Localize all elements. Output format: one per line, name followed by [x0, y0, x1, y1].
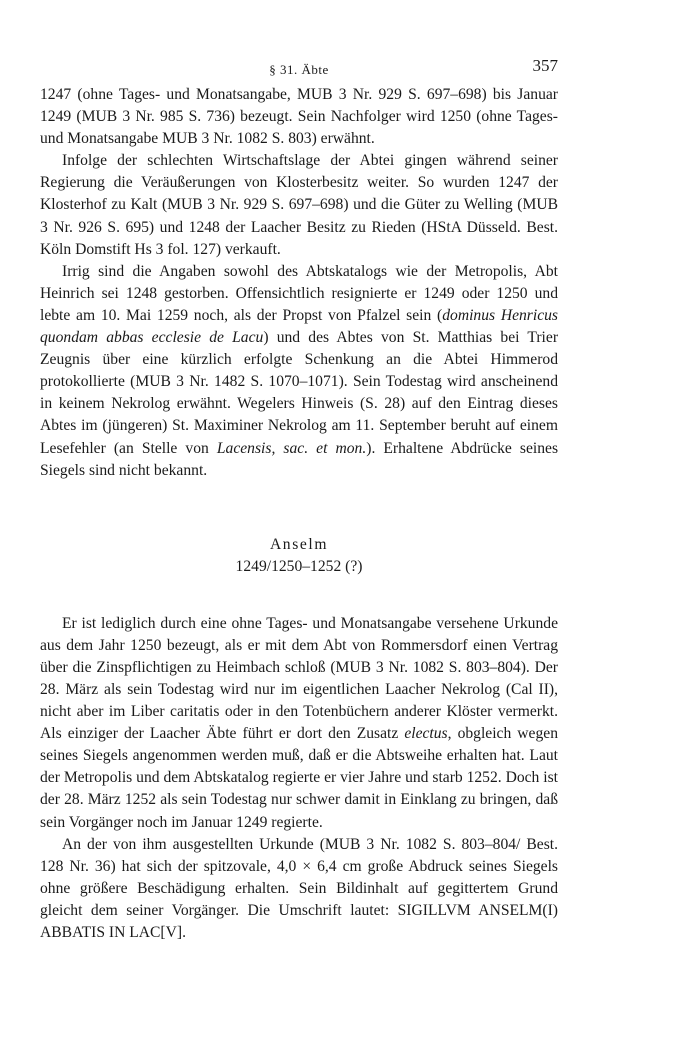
paragraph	[40, 613, 558, 834]
text-run: , obgleich wegen seines Siegels angenommen werden muß, daß er die Abtsweihe erhalten hat. Laut der Metropolis und dem Abtskatalog regierte er vier Jahre und starb 1252. Doch ist der 28. März 1252 als sein Todestag nur schwer damit in Einklang zu bringen, daß sein Vorgänger noch im Januar 1249 regierte.	[40, 725, 558, 831]
paragraph: An der von ihm ausgestellten Urkunde (MUB 3 Nr. 1082 S. 803–804/ Best. 128 Nr. 36) hat sich der spitzovale, 4,0 × 6,4 cm große Abdruck seines Siegels ohne größere Beschädigung erhalten. Sein Bildinhalt auf gegittertem Grund gleicht dem seiner Vorgänger. Die Umschrift lautet: SIGILLVM ANSELM(I) ABBATIS IN LAC[V].	[40, 835, 558, 941]
abbot-heinrich-text	[40, 84, 558, 482]
italic-quote: dominus Henricus quondam abbas ecclesie de Lacu	[40, 306, 558, 347]
text-run: ). Erhaltene Abdrücke seines Siegels sind nicht bekannt.	[40, 439, 559, 479]
italic-term: electus	[404, 725, 448, 743]
page	[40, 56, 558, 944]
paragraph: Infolge der schlechten Wirtschaftslage der Abtei gingen während seiner Regierung die Veräußerungen von Klosterbesitz weiter. So wurden 1247 der Klosterhof zu Kalt (MUB 3 Nr. 929 S. 697–698) und die Güter zu Welling (MUB 3 Nr. 926 S. 695) und 1248 der Laacher Besitz zu Rieden (HStA Düsseld. Best. Köln Domstift Hs 3 fol. 127) verkauft.	[40, 152, 558, 258]
page-number: 357	[532, 56, 558, 75]
paragraph	[40, 261, 558, 482]
text-run: Irrig sind die Angaben sowohl des Abtskatalogs wie der Metropolis, Abt Heinrich sei 1248 gestorben. Offensichtlich resignierte er 1249 oder 1250 und lebte am 10. Mai 1259 noch, als der Propst von Pfalzel sein (	[40, 262, 558, 324]
text-run: Er ist lediglich durch eine ohne Tages- und Monatsangabe versehene Urkunde aus dem Jahr 1250 bezeugt, als er mit dem Abt von Rommersdorf einen Vertrag über die Zinspflichtigen zu Heimbach schloß (MUB 3 Nr. 1082 S. 803–804). Der 28. März als sein Todestag wird nur im eigentlichen Laacher Nekrolog (Cal II), nicht aber im Liber caritatis oder in den Totenbüchern anderer Klöster vermerkt. Als einziger der Laacher Äbte führt er dort den Zusatz	[40, 614, 558, 743]
italic-quote: Lacensis, sac. et mon.	[216, 439, 367, 457]
abbot-anselm-text	[40, 613, 558, 944]
entry-name: Anselm	[269, 535, 329, 553]
section-title: § 31. Äbte	[269, 62, 329, 77]
running-head	[40, 56, 558, 84]
entry-years: 1249/1250–1252 (?)	[235, 557, 363, 575]
text-run: ) und des Abtes von St. Matthias bei Trier Zeugnis über eine kürzlich erfolgte Schenkung an die Abtei Himmerod protokollierte (MUB 3 Nr. 1482 S. 1070–1071). Sein Todestag wird anscheinend in keinem Nekrolog erwähnt. Wegelers Hinweis (S. 28) auf den Eintrag dieses Abtes im (jüngeren) St. Maximiner Nekrolog am 11. September beruht auf einem Lesefehler (an Stelle von	[40, 329, 559, 457]
paragraph: 1247 (ohne Tages- und Monatsangabe, MUB 3 Nr. 929 S. 697–698) bis Januar 1249 (MUB 3 Nr. 985 S. 736) bezeugt. Sein Nachfolger wird 1250 (ohne Tages- und Monatsangabe MUB 3 Nr. 1082 S. 803) erwähnt.	[40, 86, 558, 148]
